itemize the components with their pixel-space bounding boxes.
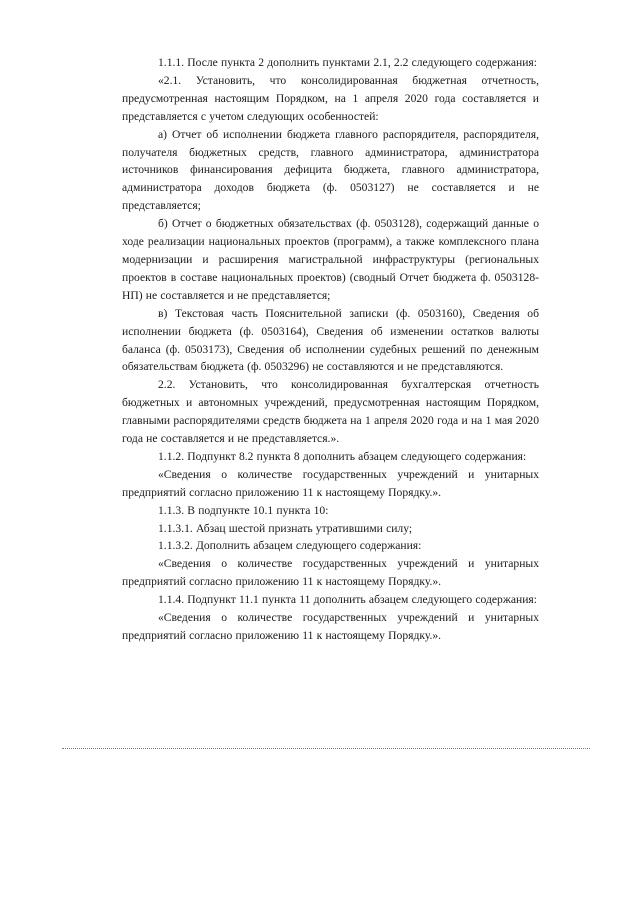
paragraph-quote-2: «Сведения о количестве государственных учреждений и унитарных предприятий согласно приложению 11 к настоящему Порядку.». bbox=[122, 557, 539, 589]
document-body bbox=[122, 54, 539, 645]
paragraph-1-1-3-1: 1.1.3.1. Абзац шестой признать утратившими силу; bbox=[158, 521, 413, 535]
paragraph-2-1-a: а) Отчет об исполнении бюджета главного распорядителя, распорядителя, получателя бюджетных средств, главного администратора, администратора источников финансирования дефицита бюджета, главного администратора, администратора доходов бюджета (ф. 0503127) не составляется и не представляется; bbox=[122, 127, 539, 213]
paragraph-1-1-3-2: 1.1.3.2. Дополнить абзацем следующего содержания: bbox=[158, 539, 422, 553]
paragraph-quote-3: «Сведения о количестве государственных учреждений и унитарных предприятий согласно приложению 11 к настоящему Порядку.». bbox=[122, 611, 539, 642]
paragraph-2-1-b: б) Отчет о бюджетных обязательствах (ф. 0503128), содержащий данные о ходе реализации национальных проектов (программ), а также комплексного плана модернизации и расширения магистральной инфраструктуры (региональных проектов в составе национальных проектов) (сводный Отчет бюджета ф. 0503128-НП) не составляется и не представляется; bbox=[122, 217, 539, 302]
paragraph-2-2: 2.2. Установить, что консолидированная бухгалтерская отчетность бюджетных и автономных учреждений, предусмотренная настоящим Порядком, главными распорядителями средств бюджета на 1 апреля 2020 года и на 1 мая 2020 года не составляется и не представляется.». bbox=[122, 378, 539, 446]
paragraph-1-1-4: 1.1.4. Подпункт 11.1 пункта 11 дополнить абзацем следующего содержания: bbox=[158, 593, 537, 607]
dotted-divider bbox=[62, 748, 590, 749]
paragraph-2-1-v: в) Текстовая часть Пояснительной записки (ф. 0503160), Сведения об исполнении бюджета (ф. 0503164), Сведения об изменении остатков валюты баланса (ф. 0503173), Сведения об исполнении судебных решений по денежным обязательствам бюджета (ф. 0503296) не составляются и не представляются. bbox=[122, 306, 539, 374]
paragraph-1-1-3: 1.1.3. В подпункте 10.1 пункта 10: bbox=[158, 503, 329, 517]
paragraph-2-1: «2.1. Установить, что консолидированная бюджетная отчетность, предусмотренная настоящим Порядком, на 1 апреля 2020 года составляется и представляется с учетом следующих особенностей: bbox=[122, 73, 539, 123]
paragraph-1-1-2: 1.1.2. Подпункт 8.2 пункта 8 дополнить абзацем следующего содержания: bbox=[158, 449, 527, 463]
paragraph-quote-1: «Сведения о количестве государственных учреждений и унитарных предприятий согласно приложению 11 к настоящему Порядку.». bbox=[122, 467, 539, 499]
paragraph-1-1-1: 1.1.1. После пункта 2 дополнить пунктами 2.1, 2.2 следующего содержания: bbox=[158, 56, 537, 69]
